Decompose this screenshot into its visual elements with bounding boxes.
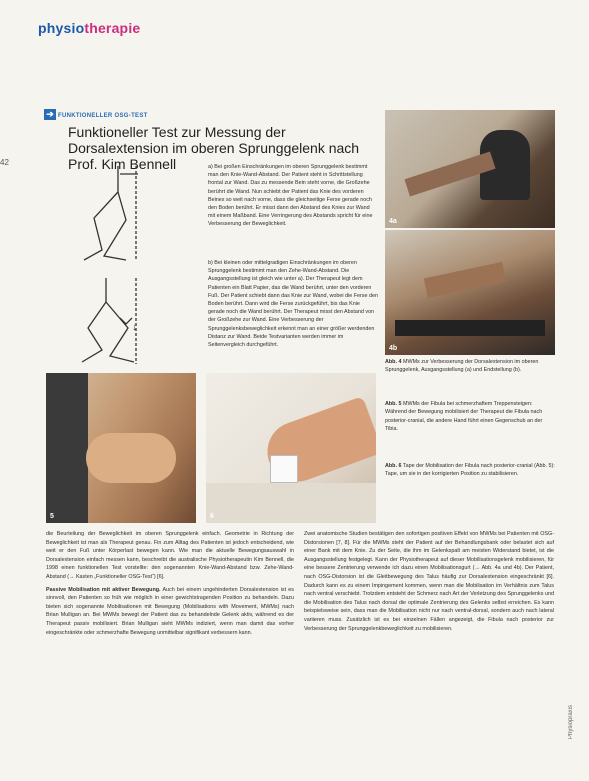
body-right-paragraph: Zwei anatomische Studien bestätigen den sofortigen positiven Effekt von MWMs bei Patienten mit OSG-Distorsionen [7, 8]. Für die MWMs steht der Patient auf der Behandlungsbank oder belastet sich auf einer Bank mit dem Knie. Zu der Seite, die ihm im Gelenkspalt am meisten Widerstand bietet, ist die Ausgangsstellung festgelegt. Kann der Physiotherapeut auf dieser Mobilisationsgelenk mobilisieren, für eine bessere Zentrierung verwende ich dazu einen Mobilisationsgurt (→ Abb. 4a und 4b). Der Patient, nach OSG-Distorsion ist die Gleitbewegung des Talus häufig zur Dorsalextension eingeschränkt [6]. Dadurch kann es zu einem Impingement kommen, wenn man die Mobilisation im Verhältnis zum Talus nach ventral verschiebt. Trotzdem entsteht der Schmerz nach Art der Verletzung des Sprunggelenks und die Mobilisation des Talus nach dorsal die optimale Zentrierung des Gelenks selbst erreichen. Es kann beispielsweise sein, dass man die Mobilisation nicht nur nach ventral-dorsal, sondern auch nach lateral variieren muss. Zusätzlich ist es bei einzelnen Fällen angezeigt, die Fibula nach posterior zur Verbesserung der Sprunggelenkbeweglichkeit zu mobilisieren. <box>304 531 554 632</box>
brand-suffix: therapie <box>84 20 141 36</box>
text-variant-b: b) Bei kleinen oder mittelgradigen Einschränkungen im oberen Sprunggelenk bestimmt man den Zehe-Wand-Abstand. Die Ausgangsstellung ist gleich wie unter a). Der Therapeut legt dem Patienten ein Blatt Papier, das die Wand berührt, unter den vorderen Fuß. Der Patient schiebt dann das Knie zur Wand, wobei die Ferse den Boden berührt. Dann wird die Ferse zurückgeführt, bis das Knie gerade noch die Wand berührt. Der Therapeut misst den Abstand von der Großzehe zur Wand. Eine Verbesserung der Sprunggelenksbeweglichkeit erkennt man an einer größer werdenden Distanz zur Wand. Beide Testvarianten werden immer im Seitenvergleich durchgeführt. <box>208 260 378 349</box>
bench <box>395 320 545 336</box>
back-leg-lower <box>82 302 106 362</box>
diagram-lower <box>82 278 136 364</box>
section-title: Funktioneller Test zur Messung der Dorsalextension im oberen Sprunggelenk nach Prof. Kim Bennell <box>68 124 360 172</box>
magazine-header <box>38 20 140 36</box>
caption-fig6-text: Tape der Mobilisation der Fibula nach posterior-cranial (Abb. 5): Tape, um sie in der korrigierten Position zu stabilisieren. <box>385 463 555 478</box>
bottom-credit: Physiopraxis <box>568 705 574 740</box>
photo-4a <box>385 110 555 228</box>
photo-6 <box>206 373 376 523</box>
floor <box>206 483 376 523</box>
photo-label-4a: 4a <box>389 218 397 225</box>
body-left-paragraph-2 <box>46 586 294 638</box>
body-left-subheading: Passive Mobilisation mit aktiver Bewegung. <box>46 586 161 593</box>
photo-5 <box>46 373 196 523</box>
section-arrow-icon: ➔ <box>44 109 56 120</box>
brand-prefix: physio <box>38 20 85 36</box>
caption-fig4-text: MWMs zur Verbesserung der Dorsalextension im oberen Sprunggelenk, Ausgangsstellung (a) und Endstellung (b). <box>385 359 539 374</box>
caption-fig6 <box>385 462 555 479</box>
diagram-upper <box>84 166 138 260</box>
caption-fig5 <box>385 400 555 434</box>
front-leg-upper <box>104 192 126 260</box>
front-leg-lower <box>106 302 134 362</box>
section-tag: FUNKTIONELLER OSG-TEST <box>58 113 148 119</box>
therapist-hands <box>86 433 176 483</box>
tape-patch <box>270 455 298 483</box>
caption-fig6-label: Abb. 6 <box>385 463 402 469</box>
patient-leg-2 <box>424 262 506 298</box>
photo-label-4b: 4b <box>389 345 398 352</box>
back-leg-upper <box>84 192 118 260</box>
caption-fig4 <box>385 358 555 375</box>
trouser-leg <box>46 373 88 523</box>
body-left-paragraph-2-text: Auch bei einem ungehinderten Dorsalextension ist es sinnvoll, den Patienten so früh wie möglich in einer gewichtstragenden Position zu behandeln. Dazu bieten sich sogenannte Mobilisationen mit Bewegung (Mobilisations with Movement, MWMs) nach Brian Mulligan an. Bei MWMs bewegt der Patient das zu behandelnde Gelenk aktiv, während es der Therapeut passiv mobilisiert. Brian Mulligan sieht MWMs indiziert, wenn man damit das vorher eingeschränkte oder schmerzhafte Bewegung unmittelbar signifikant verbessern kann. <box>46 586 295 636</box>
photo-label-6: 6 <box>210 513 214 520</box>
text-variant-a: a) Bei großen Einschränkungen im oberen Sprunggelenk bestimmt man den Knie-Wand-Abstand. Der Patient steht in Schrittstellung frontal zur Wand. Das zu messende Bein steht vorne, die Großzehe berührt die Wand. Nun schiebt der Patient das Knie des vorderen Beines so weit nach vorne, dass die gleichseitige Ferse gerade noch den Boden berührt. Er misst dann den Abstand des Knies zur Wand mit einem Maßband. Eine Verringerung des Abstands spricht für eine Verbesserung der Beweglichkeit. <box>208 164 373 228</box>
knee-wall-diagram <box>66 160 206 368</box>
page-number: 42 <box>0 158 9 167</box>
body-text-left <box>46 530 294 637</box>
photo-4b <box>385 230 555 355</box>
body-text-right <box>304 530 554 633</box>
caption-fig5-text: MWMs der Fibula bei schmerzhaftem Treppensteigen: Während der Bewegung mobilisiert der Therapeut die Fibula nach posterior-cranial, die andere Hand führt einen Gegenschub an der Tibia. <box>385 401 543 433</box>
caption-fig5-label: Abb. 5 <box>385 401 402 407</box>
photo-label-5: 5 <box>50 513 54 520</box>
caption-fig4-label: Abb. 4 <box>385 359 402 365</box>
body-left-paragraph-1: die Beurteilung der Beweglichkeit im oberen Sprunggelenk einfach. Geometrie in Richtung der Beweglichkeit ist man als Therapeut genau. Fin zum Alltag des Patienten ist jedoch entscheidend, wie weit er den Fuß unter Körperlast bewegen kann. Wie man die aktuelle Bewegungsauswahl in Dorsalextension einfach messen kann, beschreibt die australische Physiotherapeutin Kim Bennell, die 1998 einen funktionellen Test vorstellte: den sogenannten Knie-Wand-Abstand bzw. Zehe-Wand-Abstand (→ Kasten „Funktioneller OSG-Test“) [6]. <box>46 531 294 580</box>
down-arrow-icon: ↓ <box>132 322 137 333</box>
